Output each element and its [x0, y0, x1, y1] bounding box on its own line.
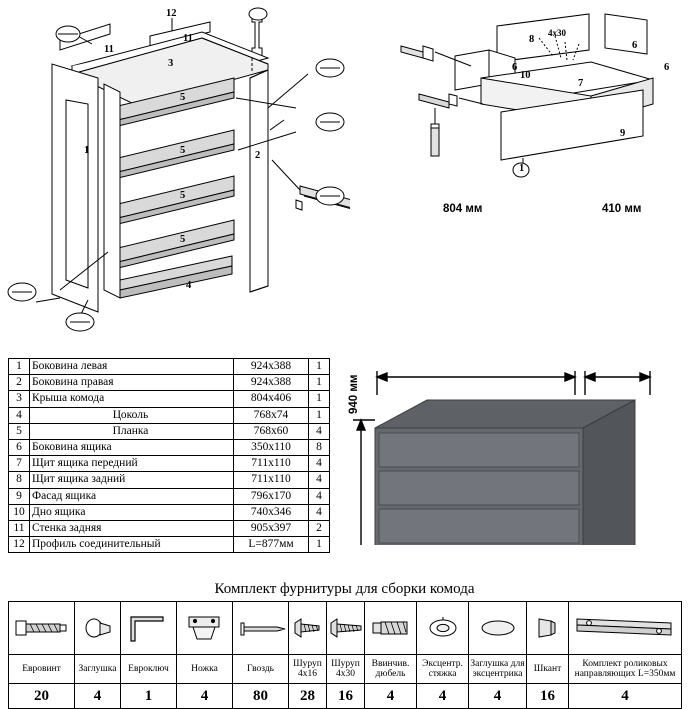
- part-name: Стенка задняя: [30, 520, 234, 536]
- callout-cabinet-2: 2: [255, 150, 261, 161]
- hardware-quantity: 4: [569, 684, 682, 709]
- table-row: [9, 359, 330, 375]
- hardware-label: Гвоздь: [233, 655, 289, 684]
- callout-cabinet-3: 3: [168, 58, 174, 69]
- hardware-icon-row: [9, 602, 682, 655]
- slide-rails-icon: [569, 602, 682, 655]
- table-row: [9, 391, 330, 407]
- part-name: Щит ящика задний: [30, 472, 234, 488]
- hardware-label: Комплект роликовых направляющих L=350мм: [569, 655, 682, 684]
- part-quantity: 4: [309, 472, 330, 488]
- part-name: Крыша комода: [30, 391, 234, 407]
- hardware-label-row: [9, 655, 682, 684]
- part-quantity: 4: [309, 504, 330, 520]
- hardware-quantity: 80: [233, 684, 289, 709]
- part-name: Щит ящика передний: [30, 456, 234, 472]
- dresser-render: [345, 195, 665, 545]
- part-dimension: L=877мм: [234, 537, 309, 553]
- part-dimension: 768x60: [234, 423, 309, 439]
- callout-cabinet-11a: 11: [104, 44, 114, 55]
- part-dimension: 905x397: [234, 520, 309, 536]
- part-number: 3: [9, 391, 30, 407]
- callout-drawer-10: 10: [520, 70, 531, 81]
- part-dimension: 740x346: [234, 504, 309, 520]
- callout-drawer-screw-size: 4x30: [548, 28, 566, 38]
- table-row: [9, 537, 330, 553]
- table-row: [9, 520, 330, 536]
- table-row: [9, 488, 330, 504]
- table-row: [9, 504, 330, 520]
- dowel-pin-icon: [527, 602, 569, 655]
- part-name: Цоколь: [30, 407, 234, 423]
- part-quantity: 8: [309, 439, 330, 455]
- depth-dimension-label: 410 мм: [602, 203, 642, 215]
- part-dimension: 924x388: [234, 359, 309, 375]
- callout-drawer-7: 7: [578, 78, 584, 89]
- hardware-quantity: 16: [527, 684, 569, 709]
- hardware-quantity: 4: [177, 684, 233, 709]
- drawer-exploded-diagram: [389, 8, 689, 178]
- hardware-table: [8, 601, 682, 709]
- part-name: Фасад ящика: [30, 488, 234, 504]
- part-dimension: 924x388: [234, 375, 309, 391]
- hardware-label: Эксцентр. стяжка: [417, 655, 469, 684]
- part-quantity: 4: [309, 423, 330, 439]
- hardware-quantity: 1: [121, 684, 177, 709]
- hardware-label: Евровинт: [9, 655, 75, 684]
- callout-drawer-1: 1: [519, 163, 525, 174]
- cap-plug-icon: [75, 602, 121, 655]
- hardware-quantity: 4: [365, 684, 417, 709]
- part-quantity: 1: [309, 359, 330, 375]
- table-row: [9, 456, 330, 472]
- hardware-label: Ножка: [177, 655, 233, 684]
- nail-icon: [233, 602, 289, 655]
- part-dimension: 350x110: [234, 439, 309, 455]
- hardware-label: Евроключ: [121, 655, 177, 684]
- eccentric-cap-icon: [469, 602, 527, 655]
- hardware-quantity: 4: [469, 684, 527, 709]
- callout-cabinet-5a: 5: [180, 92, 186, 103]
- callout-cabinet-12: 12: [166, 8, 177, 19]
- table-row: [9, 472, 330, 488]
- euro-screw-icon: [9, 602, 75, 655]
- hardware-quantity: 4: [417, 684, 469, 709]
- euro-key-icon: [121, 602, 177, 655]
- hardware-quantity: 20: [9, 684, 75, 709]
- part-name: Боковина ящика: [30, 439, 234, 455]
- part-quantity: 1: [309, 537, 330, 553]
- callout-cabinet-5d: 5: [180, 234, 186, 245]
- height-dimension-label: 940 мм: [348, 374, 360, 414]
- screw-4x30-icon: [327, 602, 365, 655]
- callout-drawer-8: 8: [529, 34, 535, 45]
- hardware-label: Шуруп 4x30: [327, 655, 365, 684]
- callout-drawer-6b: 6: [512, 62, 518, 73]
- part-dimension: 804x406: [234, 391, 309, 407]
- part-number: 8: [9, 472, 30, 488]
- part-quantity: 4: [309, 456, 330, 472]
- table-row: [9, 423, 330, 439]
- dowel-icon: [365, 602, 417, 655]
- hardware-quantity: 28: [289, 684, 327, 709]
- part-quantity: 2: [309, 520, 330, 536]
- parts-table: [8, 358, 330, 553]
- part-dimension: 768x74: [234, 407, 309, 423]
- callout-cabinet-11b: 11: [183, 33, 193, 44]
- leg-icon: [177, 602, 233, 655]
- part-number: 11: [9, 520, 30, 536]
- callout-drawer-9: 9: [620, 128, 626, 139]
- part-number: 1: [9, 359, 30, 375]
- hardware-label: Заглушка: [75, 655, 121, 684]
- callout-cabinet-1: 1: [84, 145, 90, 156]
- callout-cabinet-5b: 5: [180, 145, 186, 156]
- part-number: 7: [9, 456, 30, 472]
- part-dimension: 711x110: [234, 472, 309, 488]
- callout-cabinet-5c: 5: [180, 190, 186, 201]
- part-quantity: 1: [309, 391, 330, 407]
- hardware-label: Ввинчив. дюбель: [365, 655, 417, 684]
- table-row: [9, 375, 330, 391]
- part-number: 12: [9, 537, 30, 553]
- part-number: 4: [9, 407, 30, 423]
- hardware-label: Заглушка для эксцентрика: [469, 655, 527, 684]
- callout-drawer-6a: 6: [632, 40, 638, 51]
- part-name: Боковина правая: [30, 375, 234, 391]
- part-number: 5: [9, 423, 30, 439]
- part-name: Дно ящика: [30, 504, 234, 520]
- part-name: Боковина левая: [30, 359, 234, 375]
- cabinet-exploded-diagram: [0, 0, 350, 350]
- screw-4x16-icon: [289, 602, 327, 655]
- part-number: 9: [9, 488, 30, 504]
- parts-table-body: [9, 359, 330, 553]
- hardware-quantity: 4: [75, 684, 121, 709]
- callout-cabinet-4: 4: [186, 280, 192, 291]
- width-dimension-label: 804 мм: [443, 203, 483, 215]
- hardware-label: Шуруп 4x16: [289, 655, 327, 684]
- part-number: 10: [9, 504, 30, 520]
- part-number: 2: [9, 375, 30, 391]
- part-quantity: 1: [309, 407, 330, 423]
- hardware-quantity: 16: [327, 684, 365, 709]
- part-name: Профиль соединительный: [30, 537, 234, 553]
- hardware-kit-title: Комплект фурнитуры для сборки комода: [214, 581, 475, 597]
- part-quantity: 1: [309, 375, 330, 391]
- part-dimension: 796x170: [234, 488, 309, 504]
- part-number: 6: [9, 439, 30, 455]
- callout-drawer-6c: 6: [664, 62, 670, 73]
- table-row: [9, 407, 330, 423]
- table-row: [9, 439, 330, 455]
- hardware-qty-row: [9, 684, 682, 709]
- eccentric-icon: [417, 602, 469, 655]
- part-dimension: 711x110: [234, 456, 309, 472]
- hardware-label: Шкант: [527, 655, 569, 684]
- part-quantity: 4: [309, 488, 330, 504]
- part-name: Планка: [30, 423, 234, 439]
